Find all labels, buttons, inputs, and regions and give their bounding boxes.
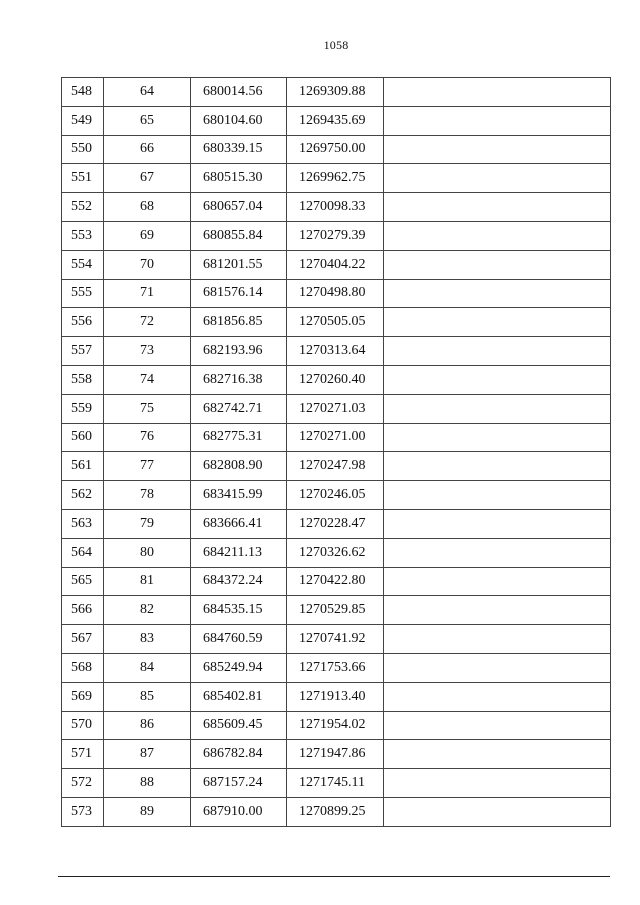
- note-cell: [384, 221, 611, 250]
- row-number-cell: 555: [62, 279, 104, 308]
- row-number-cell: 557: [62, 337, 104, 366]
- coordinates-table-container: [61, 77, 611, 827]
- row-number-cell: 548: [62, 78, 104, 107]
- page-number: 1058: [323, 38, 349, 52]
- x-coordinate-cell: 682808.90: [191, 452, 287, 481]
- table-row: [62, 567, 611, 596]
- row-number-cell: 566: [62, 596, 104, 625]
- y-coordinate-cell: 1270228.47: [287, 509, 384, 538]
- row-number-cell: 561: [62, 452, 104, 481]
- point-number-cell: 72: [104, 308, 191, 337]
- row-number-cell: 553: [62, 221, 104, 250]
- x-coordinate-cell: 685609.45: [191, 711, 287, 740]
- x-coordinate-cell: 680339.15: [191, 135, 287, 164]
- y-coordinate-cell: 1270313.64: [287, 337, 384, 366]
- x-coordinate-cell: 684760.59: [191, 625, 287, 654]
- table-row: [62, 337, 611, 366]
- row-number-cell: 560: [62, 423, 104, 452]
- note-cell: [384, 797, 611, 826]
- x-coordinate-cell: 685402.81: [191, 682, 287, 711]
- table-row: [62, 797, 611, 826]
- y-coordinate-cell: 1270246.05: [287, 481, 384, 510]
- note-cell: [384, 452, 611, 481]
- y-coordinate-cell: 1270271.03: [287, 394, 384, 423]
- y-coordinate-cell: 1270247.98: [287, 452, 384, 481]
- point-number-cell: 71: [104, 279, 191, 308]
- point-number-cell: 75: [104, 394, 191, 423]
- note-cell: [384, 509, 611, 538]
- row-number-cell: 558: [62, 365, 104, 394]
- table-row: [62, 394, 611, 423]
- note-cell: [384, 423, 611, 452]
- note-cell: [384, 279, 611, 308]
- note-cell: [384, 164, 611, 193]
- note-cell: [384, 250, 611, 279]
- y-coordinate-cell: 1271745.11: [287, 769, 384, 798]
- y-coordinate-cell: 1271947.86: [287, 740, 384, 769]
- row-number-cell: 554: [62, 250, 104, 279]
- table-row: [62, 481, 611, 510]
- table-row: [62, 711, 611, 740]
- y-coordinate-cell: 1270271.00: [287, 423, 384, 452]
- table-row: [62, 78, 611, 107]
- note-cell: [384, 135, 611, 164]
- note-cell: [384, 308, 611, 337]
- note-cell: [384, 193, 611, 222]
- y-coordinate-cell: 1270326.62: [287, 538, 384, 567]
- note-cell: [384, 106, 611, 135]
- row-number-cell: 572: [62, 769, 104, 798]
- x-coordinate-cell: 684211.13: [191, 538, 287, 567]
- y-coordinate-cell: 1270098.33: [287, 193, 384, 222]
- y-coordinate-cell: 1270404.22: [287, 250, 384, 279]
- x-coordinate-cell: 681576.14: [191, 279, 287, 308]
- coordinates-table: [61, 77, 611, 827]
- point-number-cell: 87: [104, 740, 191, 769]
- x-coordinate-cell: 683666.41: [191, 509, 287, 538]
- table-row: [62, 538, 611, 567]
- y-coordinate-cell: 1270422.80: [287, 567, 384, 596]
- x-coordinate-cell: 680855.84: [191, 221, 287, 250]
- point-number-cell: 64: [104, 78, 191, 107]
- point-number-cell: 80: [104, 538, 191, 567]
- point-number-cell: 74: [104, 365, 191, 394]
- table-row: [62, 452, 611, 481]
- x-coordinate-cell: 680014.56: [191, 78, 287, 107]
- note-cell: [384, 567, 611, 596]
- table-row: [62, 596, 611, 625]
- table-row: [62, 740, 611, 769]
- x-coordinate-cell: 685249.94: [191, 653, 287, 682]
- point-number-cell: 77: [104, 452, 191, 481]
- x-coordinate-cell: 686782.84: [191, 740, 287, 769]
- y-coordinate-cell: 1271954.02: [287, 711, 384, 740]
- y-coordinate-cell: 1271753.66: [287, 653, 384, 682]
- table-row: [62, 250, 611, 279]
- note-cell: [384, 596, 611, 625]
- note-cell: [384, 740, 611, 769]
- y-coordinate-cell: 1270505.05: [287, 308, 384, 337]
- point-number-cell: 88: [104, 769, 191, 798]
- row-number-cell: 565: [62, 567, 104, 596]
- note-cell: [384, 365, 611, 394]
- y-coordinate-cell: 1270899.25: [287, 797, 384, 826]
- row-number-cell: 564: [62, 538, 104, 567]
- x-coordinate-cell: 681856.85: [191, 308, 287, 337]
- y-coordinate-cell: 1269750.00: [287, 135, 384, 164]
- table-row: [62, 135, 611, 164]
- y-coordinate-cell: 1270279.39: [287, 221, 384, 250]
- y-coordinate-cell: 1270529.85: [287, 596, 384, 625]
- row-number-cell: 562: [62, 481, 104, 510]
- row-number-cell: 552: [62, 193, 104, 222]
- point-number-cell: 79: [104, 509, 191, 538]
- row-number-cell: 559: [62, 394, 104, 423]
- table-row: [62, 365, 611, 394]
- note-cell: [384, 78, 611, 107]
- x-coordinate-cell: 684535.15: [191, 596, 287, 625]
- point-number-cell: 70: [104, 250, 191, 279]
- y-coordinate-cell: 1269435.69: [287, 106, 384, 135]
- point-number-cell: 82: [104, 596, 191, 625]
- x-coordinate-cell: 680657.04: [191, 193, 287, 222]
- y-coordinate-cell: 1269962.75: [287, 164, 384, 193]
- point-number-cell: 81: [104, 567, 191, 596]
- y-coordinate-cell: 1270498.80: [287, 279, 384, 308]
- point-number-cell: 86: [104, 711, 191, 740]
- table-row: [62, 193, 611, 222]
- x-coordinate-cell: 682716.38: [191, 365, 287, 394]
- x-coordinate-cell: 681201.55: [191, 250, 287, 279]
- x-coordinate-cell: 684372.24: [191, 567, 287, 596]
- y-coordinate-cell: 1270741.92: [287, 625, 384, 654]
- table-row: [62, 106, 611, 135]
- point-number-cell: 85: [104, 682, 191, 711]
- table-row: [62, 423, 611, 452]
- point-number-cell: 76: [104, 423, 191, 452]
- point-number-cell: 78: [104, 481, 191, 510]
- row-number-cell: 567: [62, 625, 104, 654]
- point-number-cell: 89: [104, 797, 191, 826]
- point-number-cell: 66: [104, 135, 191, 164]
- x-coordinate-cell: 680515.30: [191, 164, 287, 193]
- x-coordinate-cell: 687157.24: [191, 769, 287, 798]
- table-row: [62, 653, 611, 682]
- y-coordinate-cell: 1270260.40: [287, 365, 384, 394]
- table-row: [62, 682, 611, 711]
- point-number-cell: 84: [104, 653, 191, 682]
- coordinates-table-body: [62, 78, 611, 827]
- point-number-cell: 67: [104, 164, 191, 193]
- y-coordinate-cell: 1269309.88: [287, 78, 384, 107]
- row-number-cell: 563: [62, 509, 104, 538]
- table-row: [62, 509, 611, 538]
- point-number-cell: 83: [104, 625, 191, 654]
- note-cell: [384, 653, 611, 682]
- x-coordinate-cell: 687910.00: [191, 797, 287, 826]
- note-cell: [384, 682, 611, 711]
- table-row: [62, 308, 611, 337]
- row-number-cell: 571: [62, 740, 104, 769]
- y-coordinate-cell: 1271913.40: [287, 682, 384, 711]
- note-cell: [384, 394, 611, 423]
- row-number-cell: 570: [62, 711, 104, 740]
- note-cell: [384, 538, 611, 567]
- note-cell: [384, 711, 611, 740]
- footer-divider: [58, 876, 610, 877]
- note-cell: [384, 481, 611, 510]
- table-row: [62, 221, 611, 250]
- point-number-cell: 65: [104, 106, 191, 135]
- table-row: [62, 625, 611, 654]
- point-number-cell: 69: [104, 221, 191, 250]
- table-row: [62, 279, 611, 308]
- point-number-cell: 73: [104, 337, 191, 366]
- row-number-cell: 549: [62, 106, 104, 135]
- x-coordinate-cell: 683415.99: [191, 481, 287, 510]
- x-coordinate-cell: 682742.71: [191, 394, 287, 423]
- x-coordinate-cell: 680104.60: [191, 106, 287, 135]
- note-cell: [384, 625, 611, 654]
- row-number-cell: 568: [62, 653, 104, 682]
- point-number-cell: 68: [104, 193, 191, 222]
- table-row: [62, 164, 611, 193]
- row-number-cell: 550: [62, 135, 104, 164]
- table-row: [62, 769, 611, 798]
- note-cell: [384, 337, 611, 366]
- x-coordinate-cell: 682775.31: [191, 423, 287, 452]
- row-number-cell: 569: [62, 682, 104, 711]
- note-cell: [384, 769, 611, 798]
- row-number-cell: 573: [62, 797, 104, 826]
- x-coordinate-cell: 682193.96: [191, 337, 287, 366]
- row-number-cell: 551: [62, 164, 104, 193]
- row-number-cell: 556: [62, 308, 104, 337]
